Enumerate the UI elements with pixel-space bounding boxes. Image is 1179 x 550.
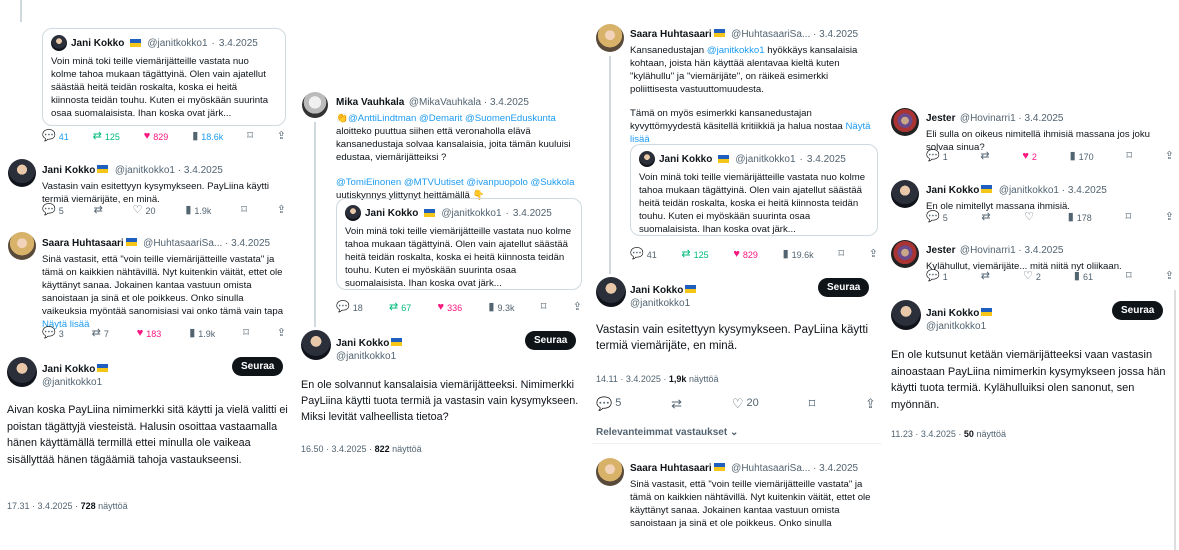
tweet-meta: 17.31 · 3.4.2025 · 728 näyttöä <box>7 501 128 511</box>
avatar <box>596 458 624 486</box>
follow-button[interactable]: Seuraa <box>1112 301 1163 320</box>
quoted-tweet[interactable]: Jani Kokko @janitkokko1 · 3.4.2025 Voin minä toki teille viemärijätteille vastata nuo kolme tahoa mukaan tägättyinä. Olen vain ajatellut säästää heitä teidän roskalta, koska ei heitä kiinnosta teidän touhu. Kuten ei myöskään suurinta osaa suomalaisista. Ihan koska ovat järk... <box>336 198 582 290</box>
bookmark-icon[interactable]: ⌑ <box>243 327 249 339</box>
quote-text: Voin minä toki teille viemärijätteille vastata nuo kolme tahoa mukaan tägättyinä. Olen vain ajatellut säästää heitä teidän roskalta, koska ei heitä kiinnosta teidän touhu. Kuten ei myöskään suurinta osaa suomalaisista. Ihan koska ovat järk... <box>51 56 269 119</box>
quoted-tweet[interactable]: Jani Kokko @janitkokko1 · 3.4.2025 Voin minä toki teille viemärijätteille vastata nuo kolme tahoa mukaan tägättyinä. Olen vain ajatellut säästää heitä teidän roskalta, koska ei heitä kiinnosta teidän touhu. Kuten ei myöskään suurinta osaa suomalaisista. Ihan koska ovat järk... <box>630 144 878 236</box>
ukraine-flag-icon <box>981 308 992 316</box>
ukraine-flag-icon <box>981 185 992 193</box>
retweet-button[interactable]: ⇄ 7 <box>91 327 109 339</box>
avatar <box>302 92 328 118</box>
action-bar <box>42 131 286 142</box>
thread-line <box>609 56 611 274</box>
author-name: Jani Kokko <box>42 364 96 375</box>
bookmark-icon[interactable]: ⌑ <box>808 395 816 411</box>
tweet-text: 👏@AnttiLindtman @Demarit @SuomenEduskunta aloitteko puuttua siihen että veronaholla elävä kansanedustaja solvaa kansalaisia, joita tämän kuuluisi edustaa, viemärijätteiksi ? <box>336 113 571 163</box>
tweet-text: En ole solvannut kansalaisia viemärijätteeksi. Nimimerkki PayLiina käytti tuota termiä ja vastasin vain kysymykseen. Miksi levität valheellista tietoa? <box>301 379 579 423</box>
divider <box>592 443 882 444</box>
tweet-text: Eli sulla on oikeus nimitellä ihmisiä massana jos joku solvaa sinua? <box>926 129 1150 153</box>
retweet-button[interactable]: ⇄ <box>93 204 103 216</box>
quoted-tweet[interactable]: Jani Kokko @janitkokko1 · 3.4.2025 Voin minä toki teille viemärijätteille vastata nuo kolme tahoa mukaan tägättyinä. Olen vain ajatellut säästää heitä teidän roskalta, koska ei heitä kiinnosta teidän touhu. Kuten ei myöskään suurinta osaa suomalaisista. Ihan koska ovat järk... <box>42 28 286 126</box>
like-button[interactable]: ♡ 20 <box>731 395 759 411</box>
author-name: Jani Kokko <box>926 185 980 196</box>
author-name: Saara Huhtasaari <box>630 463 712 474</box>
reply-button[interactable]: 💬 3 <box>42 327 64 339</box>
tweet-date: 3.4.2025 <box>218 37 258 49</box>
avatar <box>301 330 331 360</box>
retweet-button[interactable]: ⇄ <box>980 270 990 282</box>
author-name: Jani Kokko <box>42 165 96 176</box>
views-button[interactable]: ▮ 1.9k <box>189 327 216 339</box>
follow-button[interactable]: Seuraa <box>232 357 283 376</box>
tweet-text: Sinä vastasit, että "voin teille viemärijätteille vastata" ja tämä on kaikkien nähtävillä. Nyt kuitenkin väität, ettet ole käyttänyt sanaa. Jokainen kantaa vastuun omista sanoistaan ja sinä et ole poikkeus. Onko sinulla <box>630 479 871 529</box>
thread-line <box>20 0 22 22</box>
like-button[interactable]: ♡ 20 <box>132 204 156 216</box>
like-button[interactable]: ♥ 829 <box>143 130 169 142</box>
author-handle: @janitkokko1 <box>147 37 208 49</box>
thread-line <box>314 122 316 327</box>
action-bar <box>42 205 286 216</box>
quote-text: Voin minä toki teille viemärijätteille vastata nuo kolme tahoa mukaan tägättyinä. Olen vain ajatellut säästää heitä teidän roskalta, koska ei heitä kiinnosta teidän touhu. Kuten ei myöskään suurinta osaa suomalaisista. Ihan koska ovat järk... <box>345 226 572 289</box>
avatar <box>891 108 919 136</box>
retweet-button[interactable]: ⇄ 125 <box>92 130 120 142</box>
quote-text: Voin minä toki teille viemärijätteille vastata nuo kolme tahoa mukaan tägättyinä. Olen vain ajatellut säästää heitä teidän roskalta, koska ei heitä kiinnosta teidän touhu. Kuten ei myöskään suurinta osaa suomalaisista. Ihan koska ovat järk... <box>639 172 866 235</box>
retweet-button[interactable]: ⇄ 67 <box>389 301 412 313</box>
views-button[interactable]: ▮ 61 <box>1073 270 1093 282</box>
retweet-button[interactable]: ⇄ <box>671 395 683 411</box>
reply-button[interactable]: 💬 1 <box>926 150 948 162</box>
author-name: Jani Kokko <box>630 285 684 296</box>
ukraine-flag-icon <box>97 364 108 372</box>
action-bar <box>926 271 1174 282</box>
chevron-down-icon: ⌄ <box>729 427 739 438</box>
share-icon[interactable]: ⇪ <box>1164 211 1174 223</box>
views-button[interactable]: ▮ 9.3k <box>488 301 515 313</box>
bookmark-icon[interactable]: ⌑ <box>241 204 247 216</box>
share-icon[interactable]: ⇪ <box>572 301 582 313</box>
avatar <box>596 277 626 307</box>
tweet-text: Vastasin vain esitettyyn kysymykseen. PayLiina käytti termiä viemärijäte, en minä. <box>596 324 869 352</box>
reply-button[interactable]: 💬 5 <box>926 211 948 223</box>
follow-button[interactable]: Seuraa <box>525 331 576 350</box>
author-name: Saara Huhtasaari <box>630 29 712 40</box>
avatar <box>891 180 919 208</box>
tweet-text: Aivan koska PayLiina nimimerkki sitä käytti ja vielä valitti ei poistan tägättyjä viesteistä. Halusin osoittaa vastaamalla hänen käyttämällä termillä ettei minulla ole vaikeaa sisällyttää hänen tägäämiä tahoja vastaukseensi. <box>7 404 288 466</box>
avatar <box>891 300 921 330</box>
author-name: Mika Vauhkala <box>336 97 405 108</box>
bookmark-icon[interactable]: ⌑ <box>247 130 253 142</box>
ukraine-flag-icon <box>685 285 696 293</box>
reply-button[interactable]: 💬 41 <box>630 248 657 260</box>
bookmark-icon[interactable]: ⌑ <box>540 301 547 313</box>
follow-button[interactable]: Seuraa <box>818 278 869 297</box>
like-button[interactable]: ♡ 2 <box>1023 270 1041 282</box>
bookmark-icon[interactable]: ⌑ <box>1126 150 1133 162</box>
ukraine-flag-icon <box>130 39 141 47</box>
tweet-text: Vastasin vain esitettyyn kysymykseen. PayLiina käytti termiä viemärijäte, en minä. <box>42 181 269 205</box>
share-icon[interactable]: ⇪ <box>1164 270 1174 282</box>
avatar <box>891 240 919 268</box>
action-bar <box>42 328 286 339</box>
panel-1: Jani Kokko @janitkokko1 · 3.4.2025 Voin minä toki teille viemärijätteille vastata nuo kolme tahoa mukaan tägättyinä. Olen vain ajatellut säästää heitä teidän roskalta, koska ei heitä kiinnosta teidän touhu. Kuten ei myöskään suurinta osaa suomalaisista. Ihan koska ovat järk... 💬 41 ⇄ 125 ♥ 829 ▮ 18.6k ⌑ ⇪ Jani Kokko @janitkokko1 · 3.4.2025 Vastasin vain esitettyyn kysymykseen. PayLiina käytti termiä viemärijäte, en minä. 💬 5 ⇄ ♡ 20 ▮ 1.9k ⌑ ⇪ Saara Huhtasaari @HuhtasaariSa... · 3.4.2025 Sinä vastasit, että "voin teille viemärijätteille vastata" ja tämä on kaikkien nähtävillä. Nyt kuitenkin väität, ettet ole käyttänyt sanaa. Jokainen kantaa vastuun omista sanoistaan ja sinä et ole poikkeus. Onko sinulla vaikeuksia myöntää sanomisiasi vai onko tämä vain tapa Näytä lisää 💬 3 ⇄ 7 ♥ 183 ▮ 1.9k ⌑ ⇪ Jani Kokko @janitkokko1 Seuraa Aivan koska PayLiina nimimerkki sitä käytti ja vielä valitti ei poistan tägättyjä viesteistä. Halusin osoittaa vastaamalla hänen käyttämällä termillä ettei minulla ole vaikeaa sisällyttää hänen tägäämiä tahoja vastaukseensi. 17.31 · 3.4.2025 · 728 näyttöä <box>0 0 292 550</box>
tweet-text: Kylähullut, viemärijäte... mitä niitä nyt oliikaan. <box>926 261 1122 272</box>
action-bar <box>336 302 582 313</box>
tweet-text: En ole nimitellyt massana ihmisiä. <box>926 201 1070 212</box>
share-icon[interactable]: ⇪ <box>865 395 876 411</box>
pointing-hand-icon: 👇 <box>472 190 485 201</box>
action-bar <box>630 249 878 260</box>
share-icon[interactable]: ⇪ <box>276 327 286 339</box>
views-button[interactable]: ▮ 18.6k <box>192 130 224 142</box>
tweet-text: En ole kutsunut ketään viemärijätteeksi vaan vastasin ainoastaan PayLiina nimimerkin kysymykseen jossa hän käytti tuota termiä. Kylähulluiksi olen sanonut, sen myönnän. <box>891 349 1166 411</box>
author-name: Jani Kokko <box>926 308 980 319</box>
panel-2: Mika Vauhkala @MikaVauhkala · 3.4.2025 👏@AnttiLindtman @Demarit @SuomenEduskunta aloitteko puuttua siihen että veronaholla elävä kansanedustaja solvaa kansalaisia, joita tämän kuuluisi edustaa, viemärijätteiksi ? @TomiEinonen @MTVUutiset @ivanpuopolo @Sukkola uutiskynnys ylittynyt heittämällä 👇 Jani Kokko @janitkokko1 · 3.4.2025 Voin minä toki teille viemärijätteille vastata nuo kolme tahoa mukaan tägättyinä. Olen vain ajatellut säästää heitä teidän roskalta, koska ei heitä kiinnosta teidän touhu. Kuten ei myöskään suurinta osaa suomalaisista. Ihan koska ovat järk... 💬 18 ⇄ 67 ♥ 336 ▮ 9.3k ⌑ ⇪ Jani Kokko @janitkokko1 Seuraa En ole solvannut kansalaisia viemärijätteeksi. Nimimerkki PayLiina käytti tuota termiä ja vastasin vain kysymykseen. Miksi levität valheellista tietoa? 16.50 · 3.4.2025 · 822 näyttöä <box>298 0 586 550</box>
ukraine-flag-icon <box>126 238 137 246</box>
views-button[interactable]: ▮ 19.6k <box>782 248 814 260</box>
avatar <box>639 151 655 167</box>
share-icon[interactable]: ⇪ <box>276 204 286 216</box>
panel-3: Saara Huhtasaari @HuhtasaariSa... · 3.4.2025 Kansanedustajan @janitkokko1 hyökkäys kansalaisia kohtaan, joista hän käyttää alentavaa kieltä kuten "kylähullu" ja "viemärijäte", on räikeä esimerkki poliittisesta vastuuttomuudesta. Tämä on myös esimerkki kansanedustajan kyvyttömyydestä käsitellä kritiikkiä ja halua nostaa Näytä lisää Jani Kokko @janitkokko1 · 3.4.2025 Voin minä toki teille viemärijätteille vastata nuo kolme tahoa mukaan tägättyinä. Olen vain ajatellut säästää heitä teidän roskalta, koska ei heitä kiinnosta teidän touhu. Kuten ei myöskään suurinta osaa suomalaisista. Ihan koska ovat järk... 💬 41 ⇄ 125 ♥ 829 ▮ 19.6k ⌑ ⇪ Jani Kokko @janitkokko1 Seuraa Vastasin vain esitettyyn kysymykseen. PayLiina käytti termiä viemärijäte, en minä. 14.11 · 3.4.2025 · 1,9k näyttöä 💬 5 ⇄ ♡ 20 ⌑ ⇪ Relevanteimmat vastaukset ⌄ Saara Huhtasaari @HuhtasaariSa... · 3.4.2025 Sinä vastasit, että "voin teille viemärijätteille vastata" ja tämä on kaikkien nähtävillä. Nyt kuitenkin väität, ettet ole käyttänyt sanaa. Jokainen kantaa vastuun omista sanoistaan ja sinä et ole poikkeus. Onko sinulla <box>592 0 882 550</box>
avatar <box>345 205 361 221</box>
views-button[interactable]: ▮ 170 <box>1069 150 1094 162</box>
share-icon[interactable]: ⇪ <box>1164 150 1174 162</box>
share-icon[interactable]: ⇪ <box>276 130 286 142</box>
ukraine-flag-icon <box>718 155 729 163</box>
panel-4: Jester @Hovinarri1 · 3.4.2025 Eli sulla on oikeus nimitellä ihmisiä massana jos joku solvaa sinua? 💬 1 ⇄ ♥ 2 ▮ 170 ⌑ ⇪ Jani Kokko @janitkokko1 · 3.4.2025 En ole nimitellyt massana ihmisiä. 💬 5 ⇄ ♡ ▮ 178 ⌑ ⇪ Jester @Hovinarri1 · 3.4.2025 Kylähullut, viemärijäte... mitä niitä nyt oliikaan. 💬 1 ⇄ ♡ 2 ▮ 61 ⌑ ⇪ Jani Kokko @janitkokko1 Seuraa En ole kutsunut ketään viemärijätteeksi vaan vastasin ainoastaan PayLiina nimimerkin kysymykseen jossa hän käytti tuota termiä. Kylähulluiksi olen sanonut, sen myönnän. 11.23 · 3.4.2025 · 50 näyttöä <box>886 0 1179 550</box>
retweet-button[interactable]: ⇄ <box>981 211 991 223</box>
tweet-meta: 14.11 · 3.4.2025 · 1,9k näyttöä <box>596 374 719 384</box>
retweet-button[interactable]: ⇄ 125 <box>681 248 709 260</box>
scrollbar[interactable] <box>1174 290 1176 550</box>
reply-button[interactable]: 💬 18 <box>336 301 363 313</box>
show-more-link[interactable]: Näytä lisää <box>42 319 90 330</box>
tweet-text: Sinä vastasit, että "voin teille viemärijätteille vastata" ja tämä on kaikkien nähtävillä. Nyt kuitenkin väität, ettet ole käyttänyt sanaa. Jokainen kantaa vastuun omista sanoistaan ja sinä et ole poikkeus. Onko sinulla vaikeuksia myöntää sanomisiasi vai onko tämä vain tapa Näytä lisää <box>42 254 284 330</box>
action-bar <box>926 151 1174 162</box>
like-button[interactable]: ♥ 2 <box>1022 150 1037 162</box>
avatar <box>7 357 37 387</box>
author-name: Jester <box>926 113 956 124</box>
bookmark-icon[interactable]: ⌑ <box>1126 270 1132 282</box>
bookmark-icon[interactable]: ⌑ <box>1125 211 1132 223</box>
avatar <box>596 24 624 52</box>
reply-button[interactable]: 💬 41 <box>42 130 69 142</box>
reply-button[interactable]: 💬 5 <box>596 395 622 411</box>
reply-button[interactable]: 💬 1 <box>926 270 948 282</box>
sort-replies-dropdown[interactable]: Relevanteimmat vastaukset ⌄ <box>596 427 739 438</box>
ukraine-flag-icon <box>97 165 108 173</box>
ukraine-flag-icon <box>714 29 725 37</box>
author-name: Jani Kokko <box>336 338 390 349</box>
like-button[interactable]: ♥ 829 <box>733 248 758 260</box>
ukraine-flag-icon <box>714 463 725 471</box>
reply-button[interactable]: 💬 5 <box>42 204 64 216</box>
like-button[interactable]: ♡ <box>1024 211 1035 223</box>
retweet-button[interactable]: ⇄ <box>980 150 990 162</box>
author-name: Jester <box>926 245 956 256</box>
clap-icon: 👏 <box>336 113 348 124</box>
views-button[interactable]: ▮ 178 <box>1067 211 1092 223</box>
ukraine-flag-icon <box>424 209 435 217</box>
avatar <box>8 159 36 187</box>
tweet-meta: 11.23 · 3.4.2025 · 50 näyttöä <box>891 429 1006 439</box>
ukraine-flag-icon <box>391 338 402 346</box>
show-more-link[interactable]: Näytä lisää <box>630 121 871 145</box>
avatar <box>51 35 67 51</box>
share-icon[interactable]: ⇪ <box>868 248 878 260</box>
like-button[interactable]: ♥ 183 <box>136 327 162 339</box>
author-name: Saara Huhtasaari <box>42 238 124 249</box>
author-name: Jani Kokko <box>71 37 125 49</box>
tweet-meta: 16.50 · 3.4.2025 · 822 näyttöä <box>301 444 422 454</box>
like-button[interactable]: ♥ 336 <box>437 301 463 313</box>
tweet-text: Kansanedustajan @janitkokko1 hyökkäys kansalaisia kohtaan, joista hän käyttää alentavaa kieltä kuten "kylähullu" ja "viemärijäte", on räikeä esimerkki poliittisesta vastuuttomuudesta. <box>630 45 858 95</box>
action-bar <box>596 397 876 409</box>
bookmark-icon[interactable]: ⌑ <box>838 248 845 260</box>
views-button[interactable]: ▮ 1.9k <box>185 204 212 216</box>
action-bar <box>926 212 1174 223</box>
avatar <box>8 232 36 260</box>
